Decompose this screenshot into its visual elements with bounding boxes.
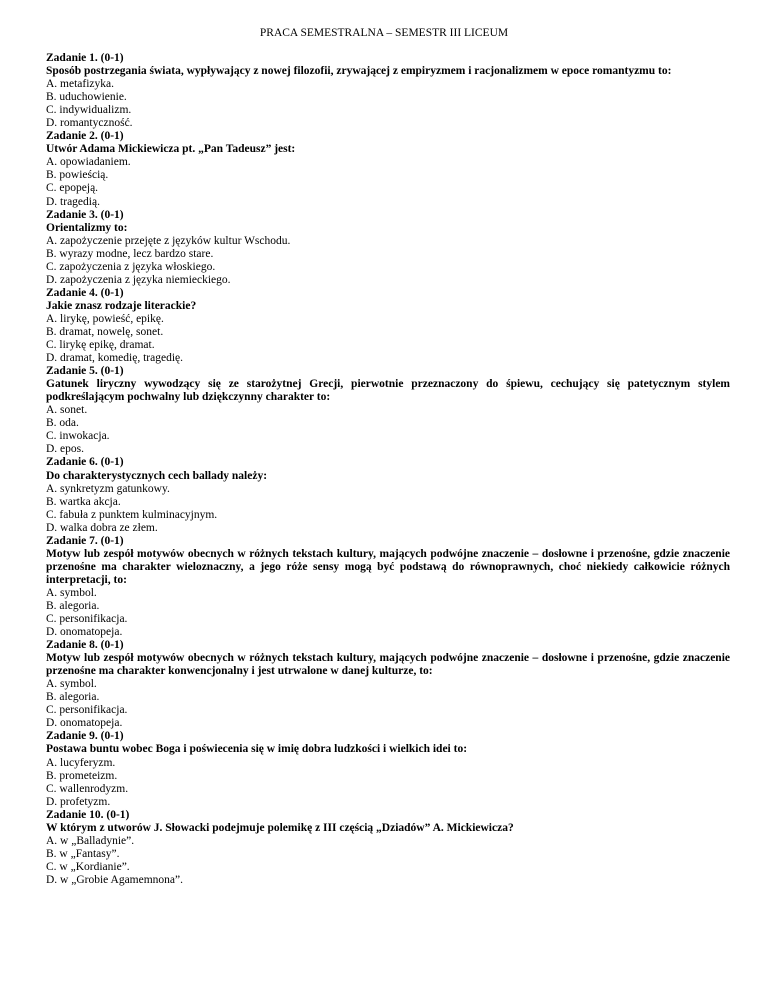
answer-option: C. inwokacja. <box>46 430 110 443</box>
answer-option: D. tragedią. <box>46 195 100 208</box>
answer-option: D. onomatopeja. <box>46 626 123 639</box>
answer-option: B. prometeizm. <box>46 769 118 782</box>
task-3 <box>46 209 730 287</box>
answer-option: A. symbol. <box>46 586 97 599</box>
answer-option: A. sonet. <box>46 404 88 417</box>
answer-option: B. alegoria. <box>46 599 100 612</box>
answer-option: C. zapożyczenia z języka włoskiego. <box>46 260 216 273</box>
task-question: Sposób postrzegania świata, wypływający z nowej filozofii, zrywającej z empiryzmem i racjonalizmem w epoce romantyzmu to: <box>46 65 672 78</box>
answer-option: A. symbol. <box>46 678 97 691</box>
task-question: Do charakterystycznych cech ballady należy: <box>46 469 268 482</box>
task-title: Zadanie 2. (0-1) <box>46 130 124 143</box>
answer-option: D. epos. <box>46 443 85 456</box>
task-6 <box>46 456 730 534</box>
task-question: Gatunek liryczny wywodzący się ze starożytnej Grecji, pierwotnie przeznaczony do śpiewu, cechujący się patetycznym stylem podkreślającym pochwalny lub dziękczynny charakter to: <box>46 378 730 404</box>
answer-option: A. lucyferyzm. <box>46 756 116 769</box>
answer-option: D. walka dobra ze złem. <box>46 521 158 534</box>
document-content <box>46 52 730 887</box>
answer-option: C. w „Kordianie”. <box>46 860 130 873</box>
answer-option: B. dramat, nowelę, sonet. <box>46 325 164 338</box>
answer-option: A. synkretyzm gatunkowy. <box>46 482 170 495</box>
task-title: Zadanie 1. (0-1) <box>46 52 124 64</box>
answer-option: B. uduchowienie. <box>46 91 127 104</box>
answer-option: A. metafizyka. <box>46 78 115 91</box>
answer-option: B. oda. <box>46 417 79 430</box>
task-title: Zadanie 4. (0-1) <box>46 286 124 299</box>
task-title: Zadanie 8. (0-1) <box>46 639 124 652</box>
answer-option: C. wallenrodyzm. <box>46 782 129 795</box>
task-question: Motyw lub zespół motywów obecnych w różnych tekstach kultury, mających podwójne znaczenie – dosłowne i przenośne, gdzie znaczenie przenośne ma charakter wieloznaczny, a jego róże sensy mogą być podstawą do równoprawnych, choć niekiedy całkowicie różnych interpretacji, to: <box>46 547 730 586</box>
answer-option: D. dramat, komedię, tragedię. <box>46 352 183 365</box>
answer-option: C. indywidualizm. <box>46 104 132 117</box>
task-7 <box>46 535 730 639</box>
answer-option: B. wyrazy modne, lecz bardzo stare. <box>46 247 214 260</box>
answer-option: A. opowiadaniem. <box>46 156 131 169</box>
answer-option: C. lirykę epikę, dramat. <box>46 339 155 352</box>
task-10 <box>46 809 730 887</box>
answer-option: B. alegoria. <box>46 691 100 704</box>
answer-option: C. personifikacja. <box>46 613 128 626</box>
task-title: Zadanie 6. (0-1) <box>46 456 124 469</box>
task-8 <box>46 639 730 730</box>
task-9 <box>46 730 730 808</box>
answer-option: A. lirykę, powieść, epikę. <box>46 312 164 325</box>
answer-option: C. personifikacja. <box>46 704 128 717</box>
task-1 <box>46 52 730 130</box>
task-5 <box>46 365 730 456</box>
answer-option: B. w „Fantasy”. <box>46 847 120 860</box>
answer-option: D. w „Grobie Agamemnona”. <box>46 873 184 886</box>
answer-option: A. zapożyczenie przejęte z języków kultur Wschodu. <box>46 234 291 247</box>
task-question: Utwór Adama Mickiewicza pt. „Pan Tadeusz” jest: <box>46 143 296 156</box>
task-question: Orientalizmy to: <box>46 221 128 234</box>
answer-option: D. profetyzm. <box>46 795 111 808</box>
answer-option: D. romantyczność. <box>46 117 133 130</box>
task-title: Zadanie 3. (0-1) <box>46 208 124 221</box>
answer-option: B. wartka akcja. <box>46 495 121 508</box>
answer-option: A. w „Balladynie”. <box>46 834 135 847</box>
answer-option: B. powieścią. <box>46 169 109 182</box>
answer-option: C. fabuła z punktem kulminacyjnym. <box>46 508 218 521</box>
answer-option: D. onomatopeja. <box>46 717 123 730</box>
task-title: Zadanie 7. (0-1) <box>46 534 124 547</box>
answer-option: D. zapożyczenia z języka niemieckiego. <box>46 273 231 286</box>
task-question: Postawa buntu wobec Boga i poświecenia się w imię dobra ludzkości i wielkich idei to: <box>46 743 468 756</box>
task-question: Motyw lub zespół motywów obecnych w różnych tekstach kultury, mających podwójne znaczenie – dosłowne i przenośne, gdzie znaczenie przenośne ma charakter konwencjonalny i jest utrwalone w danej kulturze, to: <box>46 652 730 678</box>
page-header: PRACA SEMESTRALNA – SEMESTR III LICEUM <box>259 27 509 39</box>
task-question: Jakie znasz rodzaje literackie? <box>46 299 197 312</box>
answer-option: C. epopeją. <box>46 182 99 195</box>
task-4 <box>46 287 730 365</box>
task-title: Zadanie 9. (0-1) <box>46 730 124 743</box>
task-title: Zadanie 10. (0-1) <box>46 808 130 821</box>
task-question: W którym z utworów J. Słowacki podejmuje polemikę z III częścią „Dziadów” A. Mickiewicza? <box>46 821 514 834</box>
task-title: Zadanie 5. (0-1) <box>46 365 124 378</box>
task-2 <box>46 130 730 208</box>
